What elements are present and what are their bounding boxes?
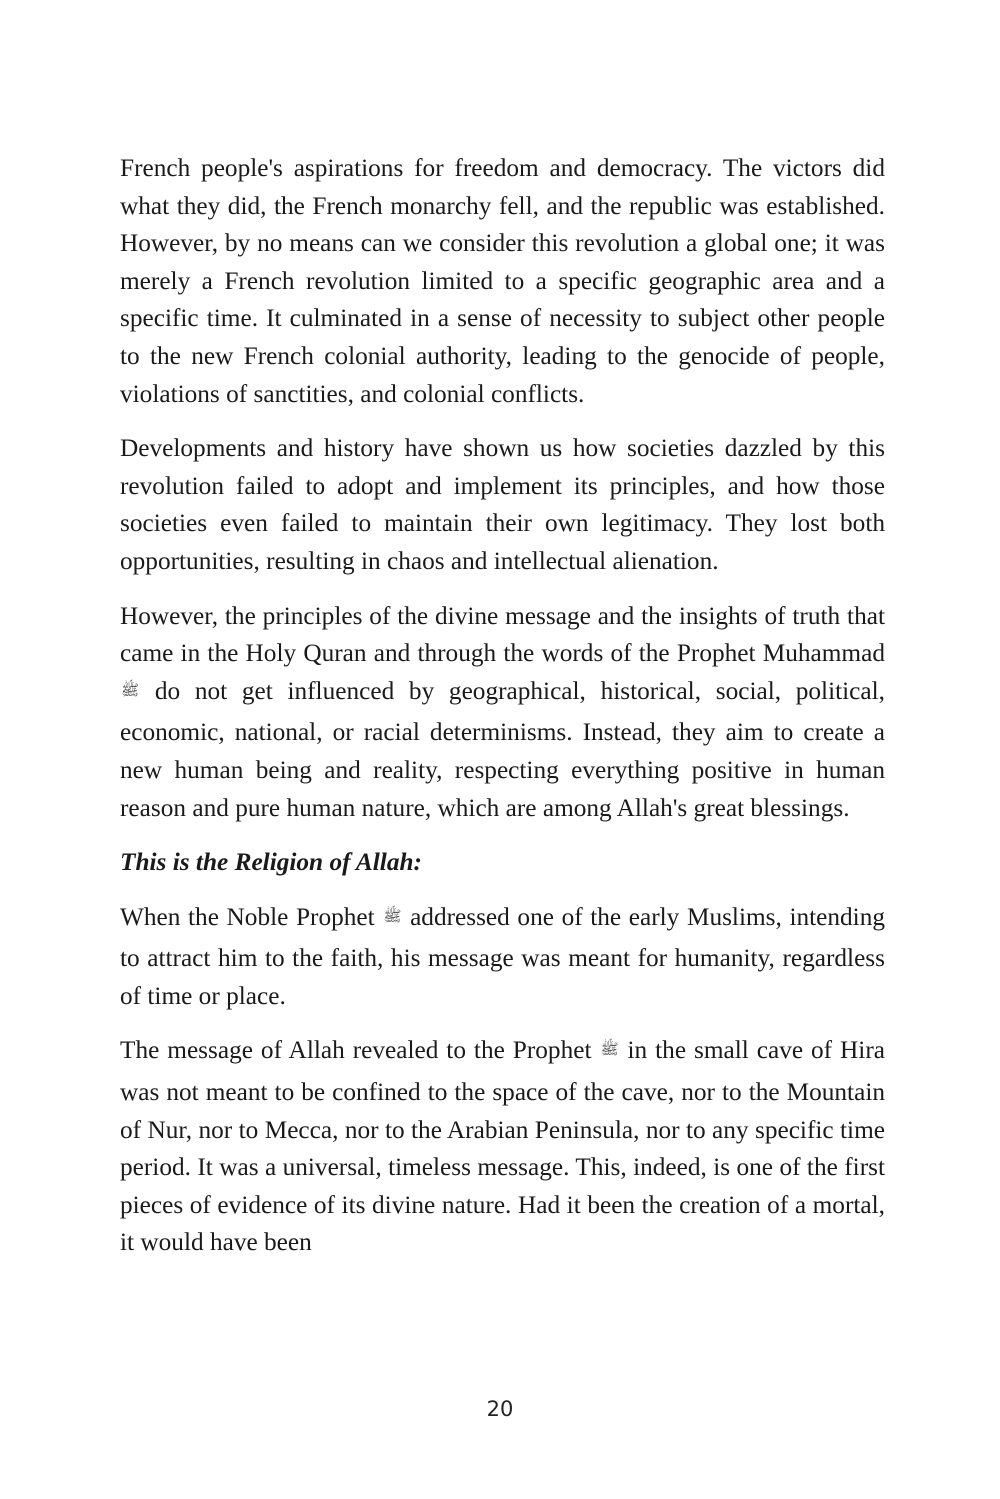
section-heading: This is the Religion of Allah:	[120, 848, 422, 877]
paragraph-4	[120, 899, 885, 1016]
page-number: 20	[486, 1397, 514, 1421]
paragraph-5	[120, 1032, 885, 1262]
salutation-icon: ﷺ	[600, 1042, 619, 1059]
salutation-icon: ﷺ	[383, 908, 402, 925]
paragraph-4-part-a: When the Noble Prophet	[120, 902, 375, 931]
salutation-icon: ﷺ	[121, 682, 140, 699]
paragraph-5-part-a: The message of Allah revealed to the Prophet	[120, 1036, 592, 1065]
paragraph-4-part-b: addressed one of the early Muslims, intending to attract him to the faith, his message was meant for humanity, regardless of time or place.	[120, 902, 886, 1010]
paragraph-2: Developments and history have shown us how societies dazzled by this revolution failed to adopt and implement its principles, and how those societies even failed to maintain their own legitimacy. They lost both opportunities, resulting in chaos and intellectual alienation.	[120, 434, 885, 575]
body-text	[120, 150, 885, 1279]
paragraph-1: French people's aspirations for freedom and democracy. The victors did what they did, the French monarchy fell, and the republic was established. However, by no means can we consider this revolution a global one; it was merely a French revolution limited to a specific geographic area and a specific time. It culminated in a sense of necessity to subject other people to the new French colonial authority, leading to the genocide of people, violations of sanctities, and colonial conflicts.	[120, 154, 885, 408]
paragraph-3-part-b: do not get influenced by geographical, historical, social, political, economic, national, or racial determinisms. Instead, they aim to create a new human being and reality, respecting everything positive in human reason and pure human nature, which are among Allah's great blessings.	[120, 676, 885, 822]
paragraph-5-part-b: in the small cave of Hira was not meant to be confined to the space of the cave, nor to the Mountain of Nur, nor to Mecca, nor to the Arabian Peninsula, nor to any specific time period. It was a universal, timeless message. This, indeed, is one of the first pieces of evidence of its divine nature. Had it been the creation of a mortal, it would have been	[120, 1036, 885, 1257]
paragraph-3	[120, 598, 885, 828]
paragraph-3-part-a: However, the principles of the divine message and the insights of truth that came in the Holy Quran and through the words of the Prophet Muhammad	[120, 601, 885, 668]
